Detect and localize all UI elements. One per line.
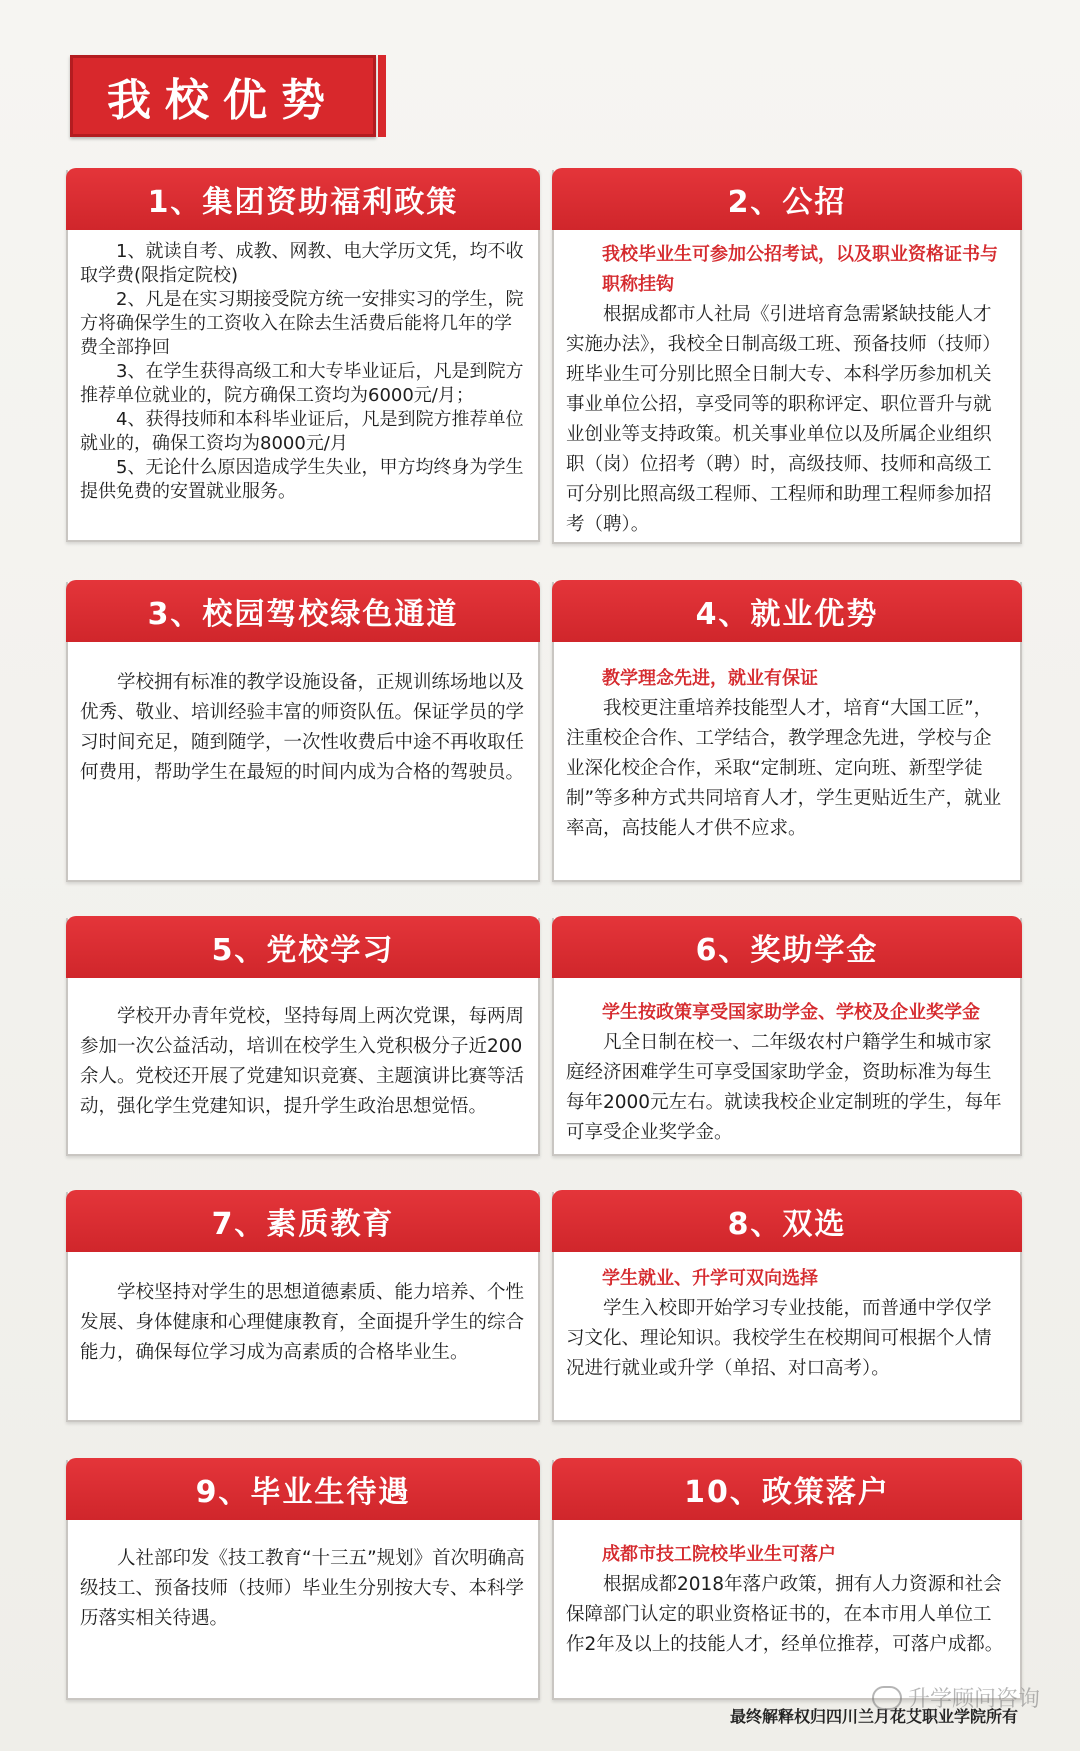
card-title: 1、集团资助福利政策 bbox=[66, 168, 540, 230]
card-body bbox=[80, 240, 526, 532]
card-public-recruitment bbox=[552, 170, 1022, 544]
highlight-text: 我校毕业生可参加公招考试，以及职业资格证书与职称挂钩 bbox=[602, 244, 998, 295]
paragraph: 1、就读自考、成教、网教、电大学历文凭，均不收取学费(限指定院校) bbox=[80, 241, 524, 286]
paragraph: 人社部印发《技工教育“十三五”规划》首次明确高级技工、预备技师（技师）毕业生分别按大专、本科学历落实相关待遇。 bbox=[80, 1548, 525, 1629]
card-title: 3、校园驾校绿色通道 bbox=[66, 580, 540, 642]
card-body bbox=[566, 1540, 1008, 1690]
paragraph: 我校更注重培养技能型人才，培育“大国工匠”，注重校企合作、工学结合，教学理念先进，学校与企业深化校企合作，采取“定制班、定向班、新型学徒制”等多种方式共同培育人才，学生更贴近生产，就业率高，高技能人才供不应求。 bbox=[566, 698, 1002, 839]
card-scholarship bbox=[552, 918, 1022, 1156]
card-graduate-benefits bbox=[66, 1460, 540, 1700]
paragraph: 3、在学生获得高级工和大专毕业证后，凡是到院方推荐单位就业的，院方确保工资均为6000元/月； bbox=[80, 361, 524, 406]
card-employment bbox=[552, 582, 1022, 882]
card-title: 7、素质教育 bbox=[66, 1190, 540, 1252]
card-body bbox=[566, 1264, 1008, 1412]
paragraph: 4、获得技师和本科毕业证后，凡是到院方推荐单位就业的，确保工资均为8000元/月 bbox=[80, 409, 524, 454]
card-body bbox=[80, 1278, 526, 1412]
paragraph: 学校开办青年党校，坚持每周上两次党课，每两周参加一次公益活动，培训在校学生入党积极分子近200余人。党校还开展了党建知识竞赛、主题演讲比赛等活动，强化学生党建知识，提升学生政治思想觉悟。 bbox=[80, 1006, 525, 1117]
card-welfare-policy bbox=[66, 170, 540, 542]
highlight-text: 教学理念先进，就业有保证 bbox=[602, 668, 818, 689]
card-body bbox=[566, 240, 1008, 534]
card-title: 4、就业优势 bbox=[552, 580, 1022, 642]
card-title: 9、毕业生待遇 bbox=[66, 1458, 540, 1520]
footer-disclaimer: 最终解释权归四川兰月花艾职业学院所有 bbox=[729, 1707, 1018, 1726]
paragraph: 5、无论什么原因造成学生失业，甲方均终身为学生提供免费的安置就业服务。 bbox=[80, 457, 524, 502]
card-title: 10、政策落户 bbox=[552, 1458, 1022, 1520]
card-party-school bbox=[66, 918, 540, 1156]
card-title: 8、双选 bbox=[552, 1190, 1022, 1252]
paragraph: 根据成都2018年落户政策，拥有人力资源和社会保障部门认定的职业资格证书的，在本市用人单位工作2年及以上的技能人才，经单位推荐，可落户成都。 bbox=[566, 1574, 1004, 1655]
card-body bbox=[80, 1002, 526, 1146]
paragraph: 凡全日制在校一、二年级农村户籍学生和城市家庭经济困难学生可享受国家助学金，资助标准为每生每年2000元左右。就读我校企业定制班的学生，每年可享受企业奖学金。 bbox=[566, 1032, 1002, 1143]
card-body bbox=[566, 664, 1008, 872]
card-body bbox=[566, 998, 1008, 1146]
watermark: 升学顾问咨询 bbox=[872, 1682, 1040, 1713]
paragraph: 根据成都市人社局《引进培育急需紧缺技能人才实施办法》，我校全日制高级工班、预备技师（技师）班毕业生可分别比照全日制大专、本科学历参加机关事业单位公招，享受同等的职称评定、职位晋升与就业创业等支持政策。机关事业单位以及所属企业组织职（岗）位招考（聘）时，高级技师、技师和高级工可分别比照高级工程师、工程师和助理工程师参加招考（聘）。 bbox=[566, 304, 1001, 535]
paragraph: 学校拥有标准的教学设施设备，正规训练场地以及优秀、敬业、培训经验丰富的师资队伍。保证学员的学习时间充足，随到随学，一次性收费后中途不再收取任何费用，帮助学生在最短的时间内成为合格的驾驶员。 bbox=[80, 672, 525, 783]
page-title: 我校优势 bbox=[70, 55, 376, 137]
card-body bbox=[80, 668, 526, 872]
card-quality-education bbox=[66, 1192, 540, 1422]
card-title: 6、奖助学金 bbox=[552, 916, 1022, 978]
card-household-registration bbox=[552, 1460, 1022, 1700]
card-title: 5、党校学习 bbox=[66, 916, 540, 978]
paragraph: 学校坚持对学生的思想道德素质、能力培养、个性发展、身体健康和心理健康教育，全面提升学生的综合能力，确保每位学习成为高素质的合格毕业生。 bbox=[80, 1282, 525, 1363]
paragraph: 2、凡是在实习期接受院方统一安排实习的学生，院方将确保学生的工资收入在除去生活费后能将几年的学费全部挣回 bbox=[80, 289, 524, 358]
wechat-icon bbox=[872, 1686, 902, 1710]
card-body bbox=[80, 1544, 526, 1690]
highlight-text: 学生就业、升学可双向选择 bbox=[602, 1268, 818, 1289]
card-driving-school bbox=[66, 582, 540, 882]
highlight-text: 学生按政策享受国家助学金、学校及企业奖学金 bbox=[602, 1002, 980, 1023]
card-dual-choice bbox=[552, 1192, 1022, 1422]
paragraph: 学生入校即开始学习专业技能，而普通中学仅学习文化、理论知识。我校学生在校期间可根据个人情况进行就业或升学（单招、对口高考）。 bbox=[566, 1298, 992, 1379]
card-title: 2、公招 bbox=[552, 168, 1022, 230]
title-accent-bar bbox=[378, 55, 386, 137]
highlight-text: 成都市技工院校毕业生可落户 bbox=[602, 1544, 836, 1565]
